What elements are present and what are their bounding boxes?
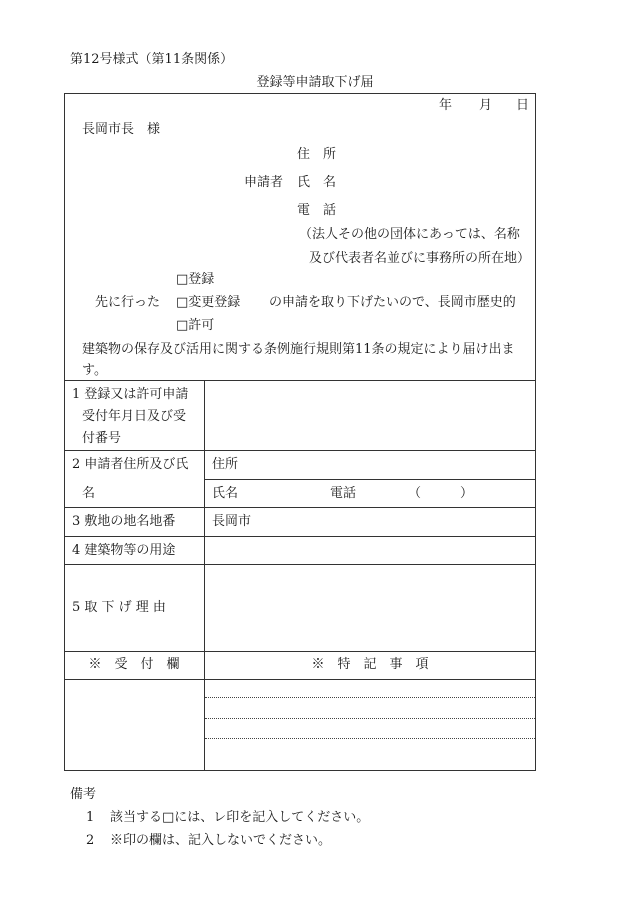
notes-heading: 備考 (70, 787, 97, 802)
row2-phone-label: 電話 (330, 486, 357, 501)
table-border-top (64, 93, 536, 94)
date-month: 月 (479, 98, 493, 113)
row2-label-line1: 2 申請者住所及び氏 (72, 457, 189, 472)
divider-row5 (64, 651, 536, 652)
row1-label-line2: 受付年月日及び受 (82, 409, 187, 424)
applicant-name-label: 氏 名 (297, 175, 337, 190)
row2-phone-parentheses: （ ） (408, 486, 474, 501)
form-number-label: 第12号様式（第11条関係） (70, 52, 234, 67)
note1-text: 該当する□には、レ印を記入してください。 (110, 810, 370, 825)
row2-name-label: 氏名 (212, 486, 239, 501)
body-line3: す。 (82, 363, 107, 378)
remarks-dotted-line (205, 697, 535, 698)
body-line2: 建築物の保存及び活用に関する条例施行規則第11条の規定により届け出ま (82, 342, 515, 357)
body-prefix: 先に行った (95, 295, 161, 310)
applicant-note-line1: （法人その他の団体にあっては、名称 (299, 227, 520, 242)
row2-label-line2: 名 (82, 486, 96, 501)
row1-label-line1: 1 登録又は許可申請 (72, 387, 189, 402)
row3-value: 長岡市 (212, 514, 252, 529)
option-change-registration: □変更登録 (176, 295, 241, 310)
reception-column-header: ※ 受 付 欄 (88, 657, 180, 672)
row2-address-label: 住所 (212, 457, 239, 472)
divider-row2-inner (204, 479, 536, 480)
divider-row3 (64, 536, 536, 537)
date-year: 年 (439, 98, 453, 113)
divider-row2 (64, 507, 536, 508)
form-title: 登録等申請取下げ届 (256, 75, 374, 90)
divider-row4 (64, 564, 536, 565)
row5-label: 5 取 下 げ 理 由 (72, 600, 166, 615)
date-day: 日 (516, 98, 530, 113)
addressee: 長岡市長 様 (82, 122, 161, 137)
applicant-address-label: 住 所 (297, 147, 337, 162)
body-suffix: の申請を取り下げたいので、長岡市歴史的 (269, 295, 516, 310)
divider-official-header (64, 679, 536, 680)
row1-label-line3: 付番号 (82, 431, 122, 446)
row3-label: 3 敷地の地名地番 (72, 514, 176, 529)
remarks-dotted-line (205, 718, 535, 719)
applicant-role-label: 申請者 (244, 175, 284, 190)
remarks-dotted-line (205, 738, 535, 739)
note1-number: 1 (86, 810, 95, 825)
applicant-phone-label: 電 話 (297, 203, 337, 218)
note2-text: ※印の欄は、記入しないでください。 (110, 833, 332, 848)
option-permit: □許可 (176, 318, 215, 333)
note2-number: 2 (86, 833, 95, 848)
divider-row1 (64, 450, 536, 451)
table-border-bottom (64, 770, 536, 771)
option-registration: □登録 (176, 272, 215, 287)
applicant-note-line2: 及び代表者名並びに事務所の所在地） (309, 251, 531, 266)
remarks-column-header: ※ 特 記 事 項 (311, 657, 429, 672)
divider-column (204, 380, 205, 771)
divider-header (64, 380, 536, 381)
row4-label: 4 建築物等の用途 (72, 543, 176, 558)
